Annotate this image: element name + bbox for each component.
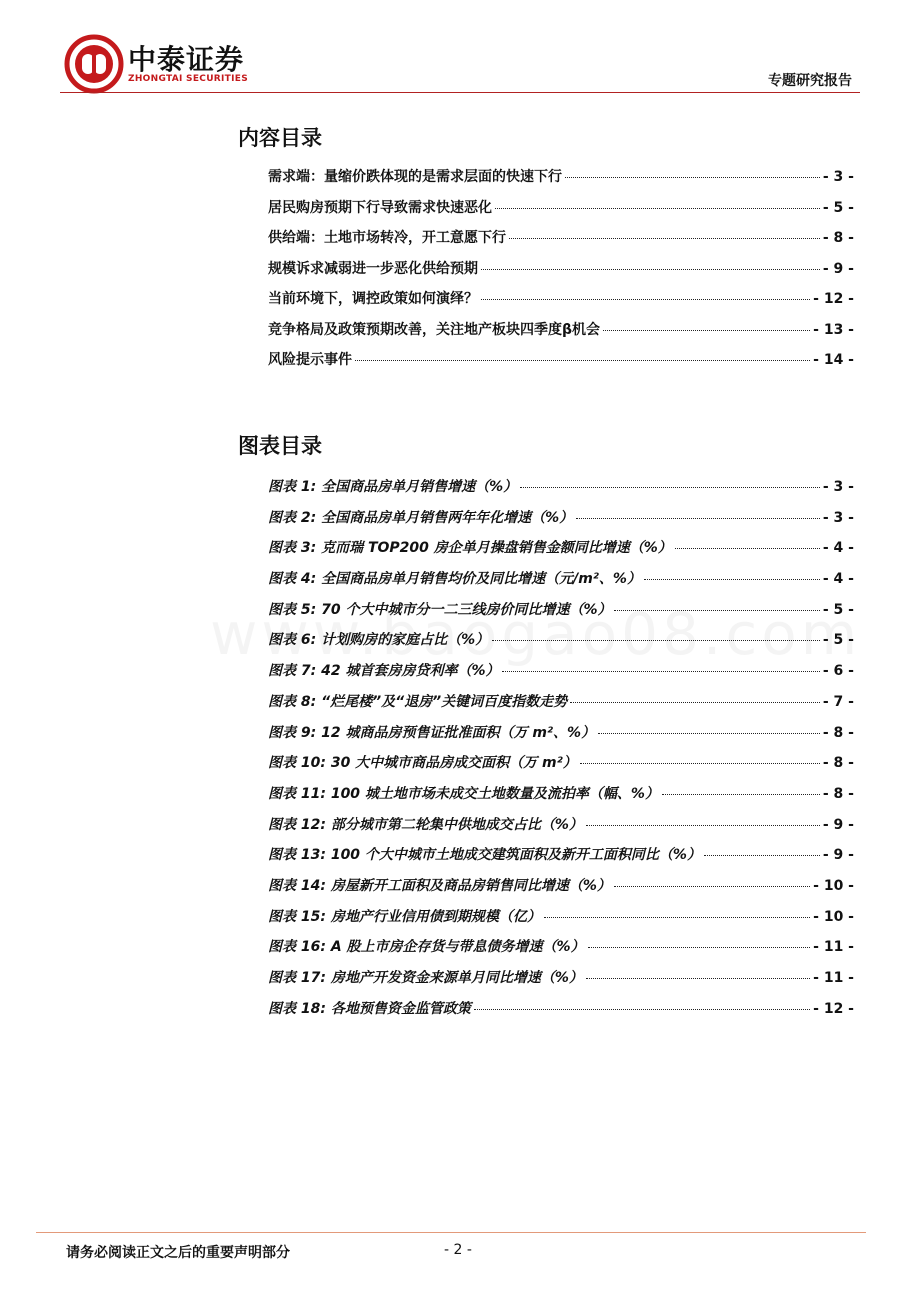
report-type: 专题研究报告 (768, 73, 852, 89)
toc-entry-page: - 3 - (822, 169, 854, 185)
brand-logo (64, 34, 284, 98)
figure-entry-title: 图表 1: 全国商品房单月销售增速（%） (268, 479, 518, 495)
dot-leader (565, 177, 820, 178)
figure-entry-page: - 5 - (822, 632, 854, 649)
toc-entry-page: - 13 - (813, 321, 854, 338)
figure-entry-title: 图表 13: 100 个大中城市土地成交建筑面积及新开工面积同比（%） (268, 847, 701, 864)
toc-entry-title: 风险提示事件 (268, 352, 352, 368)
figure-entry-page: - 10 - (813, 877, 854, 894)
figure-entry[interactable] (268, 936, 854, 967)
figure-entry[interactable] (268, 875, 854, 906)
figure-entry-title: 图表 11: 100 城土地市场未成交土地数量及流拍率（幅、%） (268, 785, 659, 802)
figure-entry[interactable] (268, 537, 854, 568)
toc-entry-title: 供给端：土地市场转冷，开工意愿下行 (268, 230, 506, 246)
figure-entry[interactable] (268, 752, 854, 783)
dot-leader (603, 330, 810, 331)
figure-entry-title: 图表 2: 全国商品房单月销售两年年化增速（%） (268, 509, 574, 526)
figure-entry-title: 图表 18: 各地预售资金监管政策 (268, 1000, 471, 1017)
page-header (0, 0, 920, 110)
dot-leader (598, 733, 820, 734)
figure-entry-title: 图表 7: 42 城首套房房贷利率（%） (268, 663, 500, 680)
header-divider (60, 92, 860, 93)
toc-entry-title: 居民购房预期下行导致需求快速恶化 (268, 199, 492, 216)
figure-entry-page: - 5 - (822, 601, 854, 618)
toc-title: 内容目录 (238, 126, 322, 150)
watermark (210, 600, 861, 668)
toc-entry[interactable] (268, 197, 854, 228)
figure-entry[interactable] (268, 691, 854, 722)
figure-entry-page: - 4 - (822, 540, 854, 557)
toc-entry[interactable] (268, 166, 854, 197)
figure-entry[interactable] (268, 507, 854, 538)
figure-entry[interactable] (268, 722, 854, 753)
footer-disclaimer: 请务必阅读正文之后的重要声明部分 (66, 1245, 290, 1261)
brand-name-en: ZHONGTAI SECURITIES (128, 74, 248, 84)
toc-entry[interactable] (268, 288, 854, 319)
dot-leader (520, 487, 820, 488)
toc-list (268, 166, 854, 380)
zhongtai-logo-icon (64, 34, 124, 94)
figure-entry[interactable] (268, 476, 854, 507)
toc-entry-title: 竞争格局及政策预期改善，关注地产板块四季度β机会 (268, 321, 601, 338)
toc-entry[interactable] (268, 319, 854, 350)
figure-entry[interactable] (268, 906, 854, 937)
figure-entry-page: - 3 - (822, 509, 854, 526)
figure-entry-title: 图表 17: 房地产开发资金来源单月同比增速（%） (268, 970, 583, 986)
toc-entry-page: - 5 - (822, 199, 854, 216)
figure-entry-page: - 9 - (822, 847, 854, 864)
figure-entry-page: - 8 - (822, 785, 854, 802)
dot-leader (502, 671, 819, 672)
figure-entry[interactable] (268, 998, 854, 1029)
toc-entry-page: - 8 - (822, 230, 854, 246)
dot-leader (474, 1009, 810, 1010)
dot-leader (586, 825, 820, 826)
figure-entry-page: - 9 - (822, 816, 854, 833)
dot-leader (481, 299, 810, 300)
figure-entry-title: 图表 9: 12 城商品房预售证批准面积（万 m²、%） (268, 724, 596, 741)
figure-entry-page: - 11 - (813, 970, 854, 986)
dot-leader (570, 702, 820, 703)
toc-entry-title: 需求端：量缩价跌体现的是需求层面的快速下行 (268, 169, 562, 185)
figure-entry[interactable] (268, 967, 854, 998)
figure-entry[interactable] (268, 814, 854, 845)
footer-divider (36, 1232, 866, 1233)
figure-entry-page: - 11 - (813, 939, 854, 956)
dot-leader (644, 579, 820, 580)
toc-entry-title: 当前环境下，调控政策如何演绎？ (268, 291, 478, 307)
figure-entry-title: 图表 14: 房屋新开工面积及商品房销售同比增速（%） (268, 877, 611, 894)
figure-entry-page: - 6 - (822, 663, 854, 680)
brand-name-cn: 中泰证券 (128, 43, 245, 76)
toc-entry-page: - 14 - (813, 352, 854, 368)
toc-entry[interactable] (268, 227, 854, 258)
figure-entry[interactable] (268, 568, 854, 599)
figure-entry-page: - 7 - (822, 693, 854, 710)
figure-entry-page: - 8 - (822, 755, 854, 772)
dot-leader (495, 208, 820, 209)
dot-leader (704, 855, 820, 856)
page-number: - 2 - (444, 1242, 472, 1258)
dot-leader (509, 238, 820, 239)
figure-entry-page: - 12 - (813, 1000, 854, 1017)
figure-entry-title: 图表 16: A 股上市房企存货与带息债务增速（%） (268, 939, 585, 956)
dot-leader (675, 548, 820, 549)
toc-entry[interactable] (268, 258, 854, 289)
figure-list (268, 476, 854, 1028)
dot-leader (580, 763, 820, 764)
figure-entry-page: - 10 - (813, 908, 854, 925)
figure-entry-page: - 8 - (822, 724, 854, 741)
toc-entry-page: - 9 - (822, 260, 854, 277)
dot-leader (481, 269, 820, 270)
figure-entry-page: - 4 - (822, 571, 854, 588)
dot-leader (586, 978, 810, 979)
dot-leader (544, 917, 810, 918)
figure-entry[interactable] (268, 844, 854, 875)
figure-entry-title: 图表 12: 部分城市第二轮集中供地成交占比（%） (268, 816, 583, 833)
figure-entry-title: 图表 5: 70 个大中城市分一二三线房价同比增速（%） (268, 601, 612, 618)
figure-entry-title: 图表 3: 克而瑞 TOP200 房企单月操盘销售金额同比增速（%） (268, 540, 672, 557)
toc-entry-title: 规模诉求减弱进一步恶化供给预期 (268, 260, 478, 277)
figure-entry-title: 图表 8: “烂尾楼”及“退房”关键词百度指数走势 (268, 693, 568, 710)
dot-leader (588, 947, 811, 948)
figure-entry-title: 图表 15: 房地产行业信用债到期规模（亿） (268, 908, 541, 925)
figure-entry-page: - 3 - (822, 479, 854, 495)
dot-leader (614, 886, 810, 887)
dot-leader (662, 794, 820, 795)
dot-leader (355, 360, 810, 361)
figure-entry-title: 图表 4: 全国商品房单月销售均价及同比增速（元/m²、%） (268, 571, 641, 588)
figure-entry-title: 图表 10: 30 大中城市商品房成交面积（万 m²） (268, 755, 577, 772)
toc-entry-page: - 12 - (813, 291, 854, 307)
figures-title: 图表目录 (238, 434, 322, 458)
dot-leader (576, 518, 820, 519)
figure-entry[interactable] (268, 783, 854, 814)
figure-entry-title: 图表 6: 计划购房的家庭占比（%） (268, 632, 490, 649)
toc-entry[interactable] (268, 349, 854, 380)
